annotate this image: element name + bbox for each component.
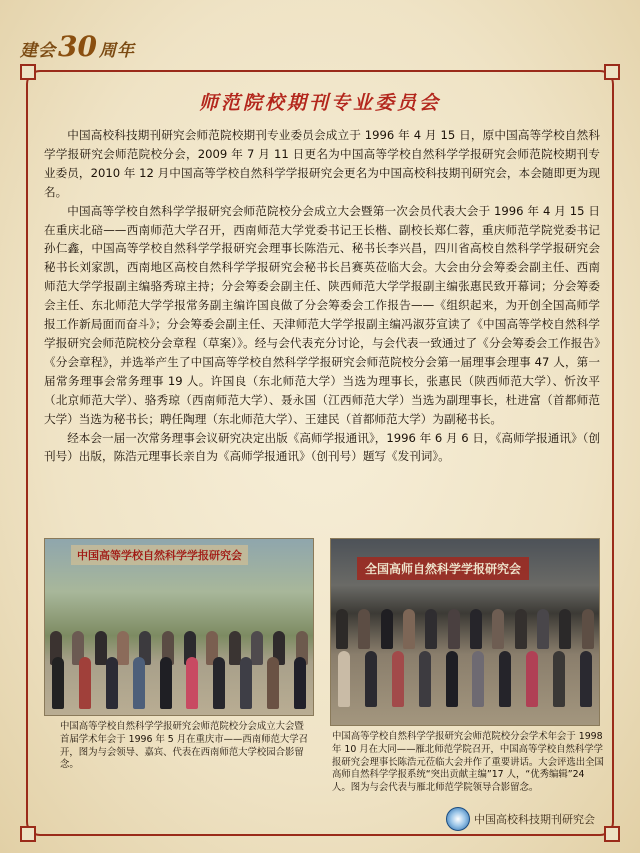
frame-corner-ornament — [604, 826, 620, 842]
crowd-front-row — [331, 651, 599, 707]
group-photo-1996 — [44, 538, 314, 716]
photo-caption: 中国高等学校自然科学学报研究会师范院校分会成立大会暨首届学术年会于 1996 年 5 月在重庆市——西南师范大学召开，图为与会领导、嘉宾、代表在西南师范大学校园合影留念。 — [60, 721, 308, 771]
anniversary-badge — [20, 30, 135, 63]
paragraph: 中国高等学校自然科学学报研究会师范院校分会成立大会暨第一次会员代表大会于 1996 年 4 月 15 日在重庆北碚——西南师范大学召开，西南师范大学党委书记王长楷、副校长郑仁蓉，重庆师范学院党委书记孙仁鑫，中国高等学校自然科学学报研究会理事长陈浩元、秘书长李兴昌，四川省高校自然科学学报研究会秘书长刘家凯，西南地区高校自然科学学报研究会秘书长吕赛英莅临大会。大会由分会筹委会副主任、西南师范大学学报副主编骆秀琼主持；分会筹委会副主任、陕西师范大学学报副主编张惠民致开幕词；分会筹委会主任、东北师范大学学报常务副主编许国良做了分会筹委会工作报告——《组织起来，为开创全国高师学报工作新局面而奋斗》；分会筹委会副主任、天津师范大学学报副主编冯淑芬宣读了《中国高等学校自然科学学报研究会师范院校分会章程（草案）》。经与会代表充分讨论，与会代表一致通过了《分会筹委会工作报告》《分会章程》，并选举产生了中国高等学校自然科学学报研究会师范院校分会第一届理事会理事 47 人，第一届常务理事会常务理事 19 人。许国良（东北师范大学）当选为理事长，张惠民（陕西师范大学）、忻汝平（北京师范大学）、骆秀琼（西南师范大学）、聂永国（江西师范大学）当选为副理事长，杜进富（首都师范大学）当选为秘书长；聘任陶理（东北师范大学）、王建民（首都师范大学）为副秘书长。 — [44, 203, 600, 426]
badge-prefix: 建会 — [20, 41, 56, 61]
paragraph: 经本会一届一次常务理事会议研究决定出版《高师学报通讯》，1996 年 6 月 6 日，《高师学报通讯》（创刊号）出版，陈浩元理事长亲自为《高师学报通讯》（创刊号）题写《发刊词》。 — [44, 430, 600, 464]
group-photo-1998 — [330, 538, 600, 726]
photo-banner: 中国高等学校自然科学学报研究会 — [71, 545, 248, 565]
paragraph: 中国高校科技期刊研究会师范院校期刊专业委员会成立于 1996 年 4 月 15 日，原中国高等学校自然科学学报研究会师范院校分会，2009 年 7 月 11 日更名为中国高等学校自然科学学报研究会师范院校期刊专业委员，2010 年 12 月中国高等学校自然科学学报研究会更名为中国高校科技期刊研究会，本会随即更为现名。 — [44, 128, 600, 199]
society-emblem-icon — [446, 807, 470, 831]
page-title: 师范院校期刊专业委员会 — [198, 92, 441, 114]
badge-number: 30 — [58, 30, 97, 63]
frame-corner-ornament — [20, 826, 36, 842]
article-body — [44, 126, 600, 466]
badge-suffix: 周年 — [98, 41, 135, 61]
footer-org-name: 中国高校科技期刊研究会 — [474, 813, 595, 826]
frame-corner-ornament — [20, 64, 36, 80]
crowd-back-row — [331, 609, 599, 649]
crowd-front-row — [45, 657, 313, 709]
photo-caption: 中国高等学校自然科学学报研究会师范院校分会学术年会于 1998 年 10 月在大同——雁北师范学院召开，中国高等学校自然科学学报研究会理事长陈浩元莅临大会并作了重要讲话。大会评选出全国高师自然科学学报系统“突出贡献主编”17 人，“优秀编辑”24 人。图为与会代表与雁北师范学院领导合影留念。 — [332, 731, 604, 794]
photo-banner: 全国高师自然科学学报研究会 — [357, 557, 529, 580]
frame-corner-ornament — [604, 64, 620, 80]
